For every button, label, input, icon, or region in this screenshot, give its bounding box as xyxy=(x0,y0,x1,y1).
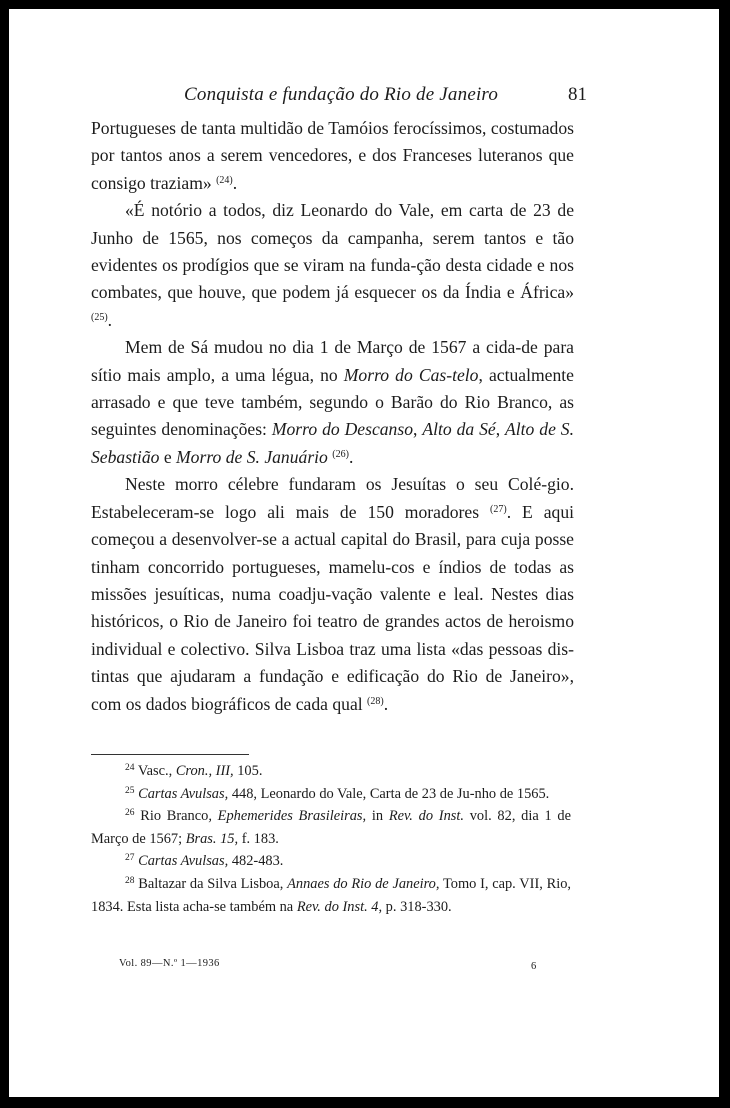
paragraph: Portugueses de tanta multidão de Tamóios ferocíssimos, costumados por tantos anos a serem vencedores, e dos Franceses luteranos que consigo traziam» $^{(24)}$. xyxy=(91,118,574,193)
footnote-ref: (28) xyxy=(367,695,384,707)
footnote: $^{24}$ Vasc., Cron., III, 105. xyxy=(125,763,263,779)
page-header xyxy=(95,81,587,111)
page-number: 81 xyxy=(568,84,587,105)
signature-mark: 6 xyxy=(531,961,537,972)
footnote: $^{26}$ Rio Branco, Ephemerides Brasileiras, in Rev. do Inst. vol. 82, dia 1 de Março de 1567; Bras. 15, f. 183. xyxy=(91,808,572,847)
paragraph: Mem de Sá mudou no dia 1 de Março de 1567 a cida-de para sítio mais amplo, a uma légua, no Morro do Cas-telo, actualmente arrasado e que teve também, segundo o Barão do Rio Branco, as seguintes denominações: Morro do Descanso, Alto da Sé, Alto de S. Sebastião e Morro de S. Januário $^{(26)}$. xyxy=(91,337,574,467)
footnote: $^{25}$ Cartas Avulsas, 448, Leonardo do Vale, Carta de 23 de Ju-nho de 1565. xyxy=(125,785,550,802)
footnote-ref: (26) xyxy=(332,448,349,460)
footnote-ref: (24) xyxy=(216,174,233,186)
paragraph: Neste morro célebre fundaram os Jesuítas o seu Colé-gio. Estabeleceram-se logo ali mais de 150 moradores $^{(27)}$. E aqui começou a desenvolver-se a actual capital do Brasil, para cuja posse tinham concorrido portugueses, mamelu-cos e índios de todas as missões jesuíticas, numa coadju-vação valente e leal. Nestes dias históricos, o Rio de Janeiro foi teatro de grandes actos de heroismo individual e colectivo. Silva Lisboa traz uma lista «das pessoas dis-tintas que ajudaram a fundação e edificação do Rio de Janeiro», com os dados biográficos de cada qual $^{(28)}$. xyxy=(91,474,575,714)
footnote-ref: (27) xyxy=(490,503,507,515)
book-page xyxy=(9,9,719,1097)
volume-line: Vol. 89—N.º 1—1936 xyxy=(119,958,220,969)
footnote-ref: (25) xyxy=(91,311,108,323)
footnote-divider xyxy=(91,754,249,755)
running-title: Conquista e fundação do Rio de Janeiro xyxy=(184,84,499,105)
footnote: $^{28}$ Baltazar da Silva Lisboa, Annaes do Rio de Janeiro, Tomo I, cap. VII, Rio, 1834. Esta lista acha-se também na Rev. do Inst. 4, p. 318-330. xyxy=(91,875,571,915)
footnotes xyxy=(91,760,571,918)
paragraph: «É notório a todos, diz Leonardo do Vale, em carta de 23 de Junho de 1565, nos começos da campanha, serem tantos e tão evidentes os prodígios que se viram na funda-ção desta cidade e nos combates, que houve, que podem já esquecer os da Índia e África» $^{(25)}$. xyxy=(91,200,574,330)
body-text xyxy=(91,115,574,718)
footnote: $^{27}$ Cartas Avulsas, 482-483. xyxy=(125,853,284,870)
